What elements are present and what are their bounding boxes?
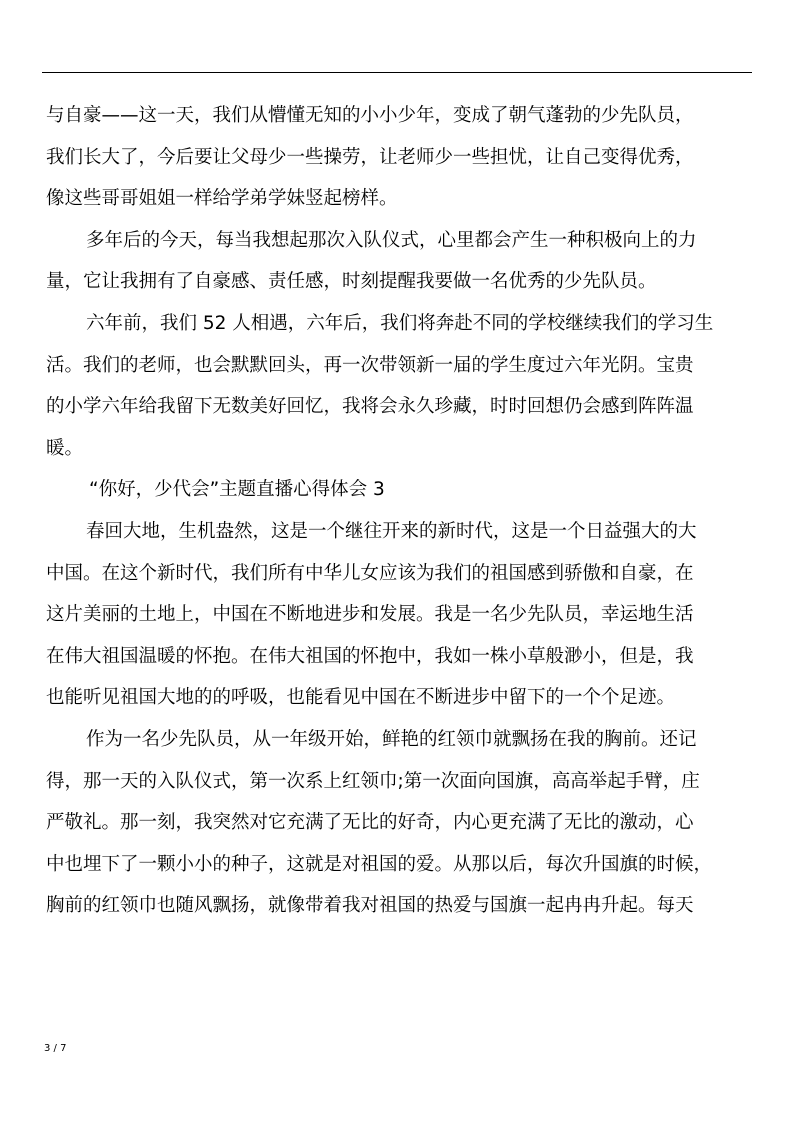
document-body [46, 95, 752, 927]
text-line: 严敬礼。那一刻，我突然对它充满了无比的好奇，内心更充满了无比的激动，心 [46, 812, 694, 834]
text-line: 胸前的红领巾也随风飘扬，就像带着我对祖国的热爱与国旗一起冉冉升起。每天 [46, 895, 694, 917]
text-line: 我们长大了，今后要让父母少一些操劳，让老师少一些担忧，让自己变得优秀， [46, 146, 694, 168]
page-number: 3 / 7 [44, 1043, 67, 1054]
text-line: 多年后的今天，每当我想起那次入队仪式，心里都会产生一种积极向上的力 [86, 229, 697, 251]
text-line: 也能听见祖国大地的的呼吸，也能看见中国在不断进步中留下的一个个足迹。 [46, 687, 676, 709]
text-line: 六年前，我们 52 人相遇，六年后，我们将奔赴不同的学校继续我们的学习生 [86, 312, 714, 334]
text-line: 像这些哥哥姐姐一样给学弟学妹竖起榜样。 [46, 188, 398, 210]
text-line: 春回大地，生机盎然，这是一个继往开来的新时代，这是一个日益强大的大 [86, 520, 697, 542]
text-line: 中国。在这个新时代，我们所有中华儿女应该为我们的祖国感到骄傲和自豪，在 [46, 562, 694, 584]
text-line: 暖。 [46, 437, 84, 459]
text-line: 中也埋下了一颗小小的种子，这就是对祖国的爱。从那以后，每次升国旗的时候， [46, 853, 713, 875]
text-line: 作为一名少先队员，从一年级开始，鲜艳的红领巾就飘扬在我的胸前。还记 [86, 728, 697, 750]
text-line: 与自豪——这一天，我们从懵懂无知的小小少年，变成了朝气蓬勃的少先队员， [46, 105, 694, 126]
text-line: 的小学六年给我留下无数美好回忆，我将会永久珍藏，时时回想仍会感到阵阵温 [46, 396, 694, 418]
text-line: 活。我们的老师，也会默默回头，再一次带领新一届的学生度过六年光阴。宝贵 [46, 354, 694, 376]
text-line: 在伟大祖国温暖的怀抱。在伟大祖国的怀抱中，我如一株小草般渺小，但是，我 [46, 645, 694, 667]
header-rule [42, 72, 752, 73]
section-heading: “你好，少代会”主题直播心得体会 3 [89, 479, 385, 501]
text-line: 得，那一天的入队仪式，第一次系上红领巾;第一次面向国旗，高高举起手臂，庄 [46, 770, 700, 792]
text-line: 量，它让我拥有了自豪感、责任感，时刻提醒我要做一名优秀的少先队员。 [46, 271, 657, 293]
text-line: 这片美丽的土地上，中国在不断地进步和发展。我是一名少先队员，幸运地生活 [46, 604, 694, 626]
